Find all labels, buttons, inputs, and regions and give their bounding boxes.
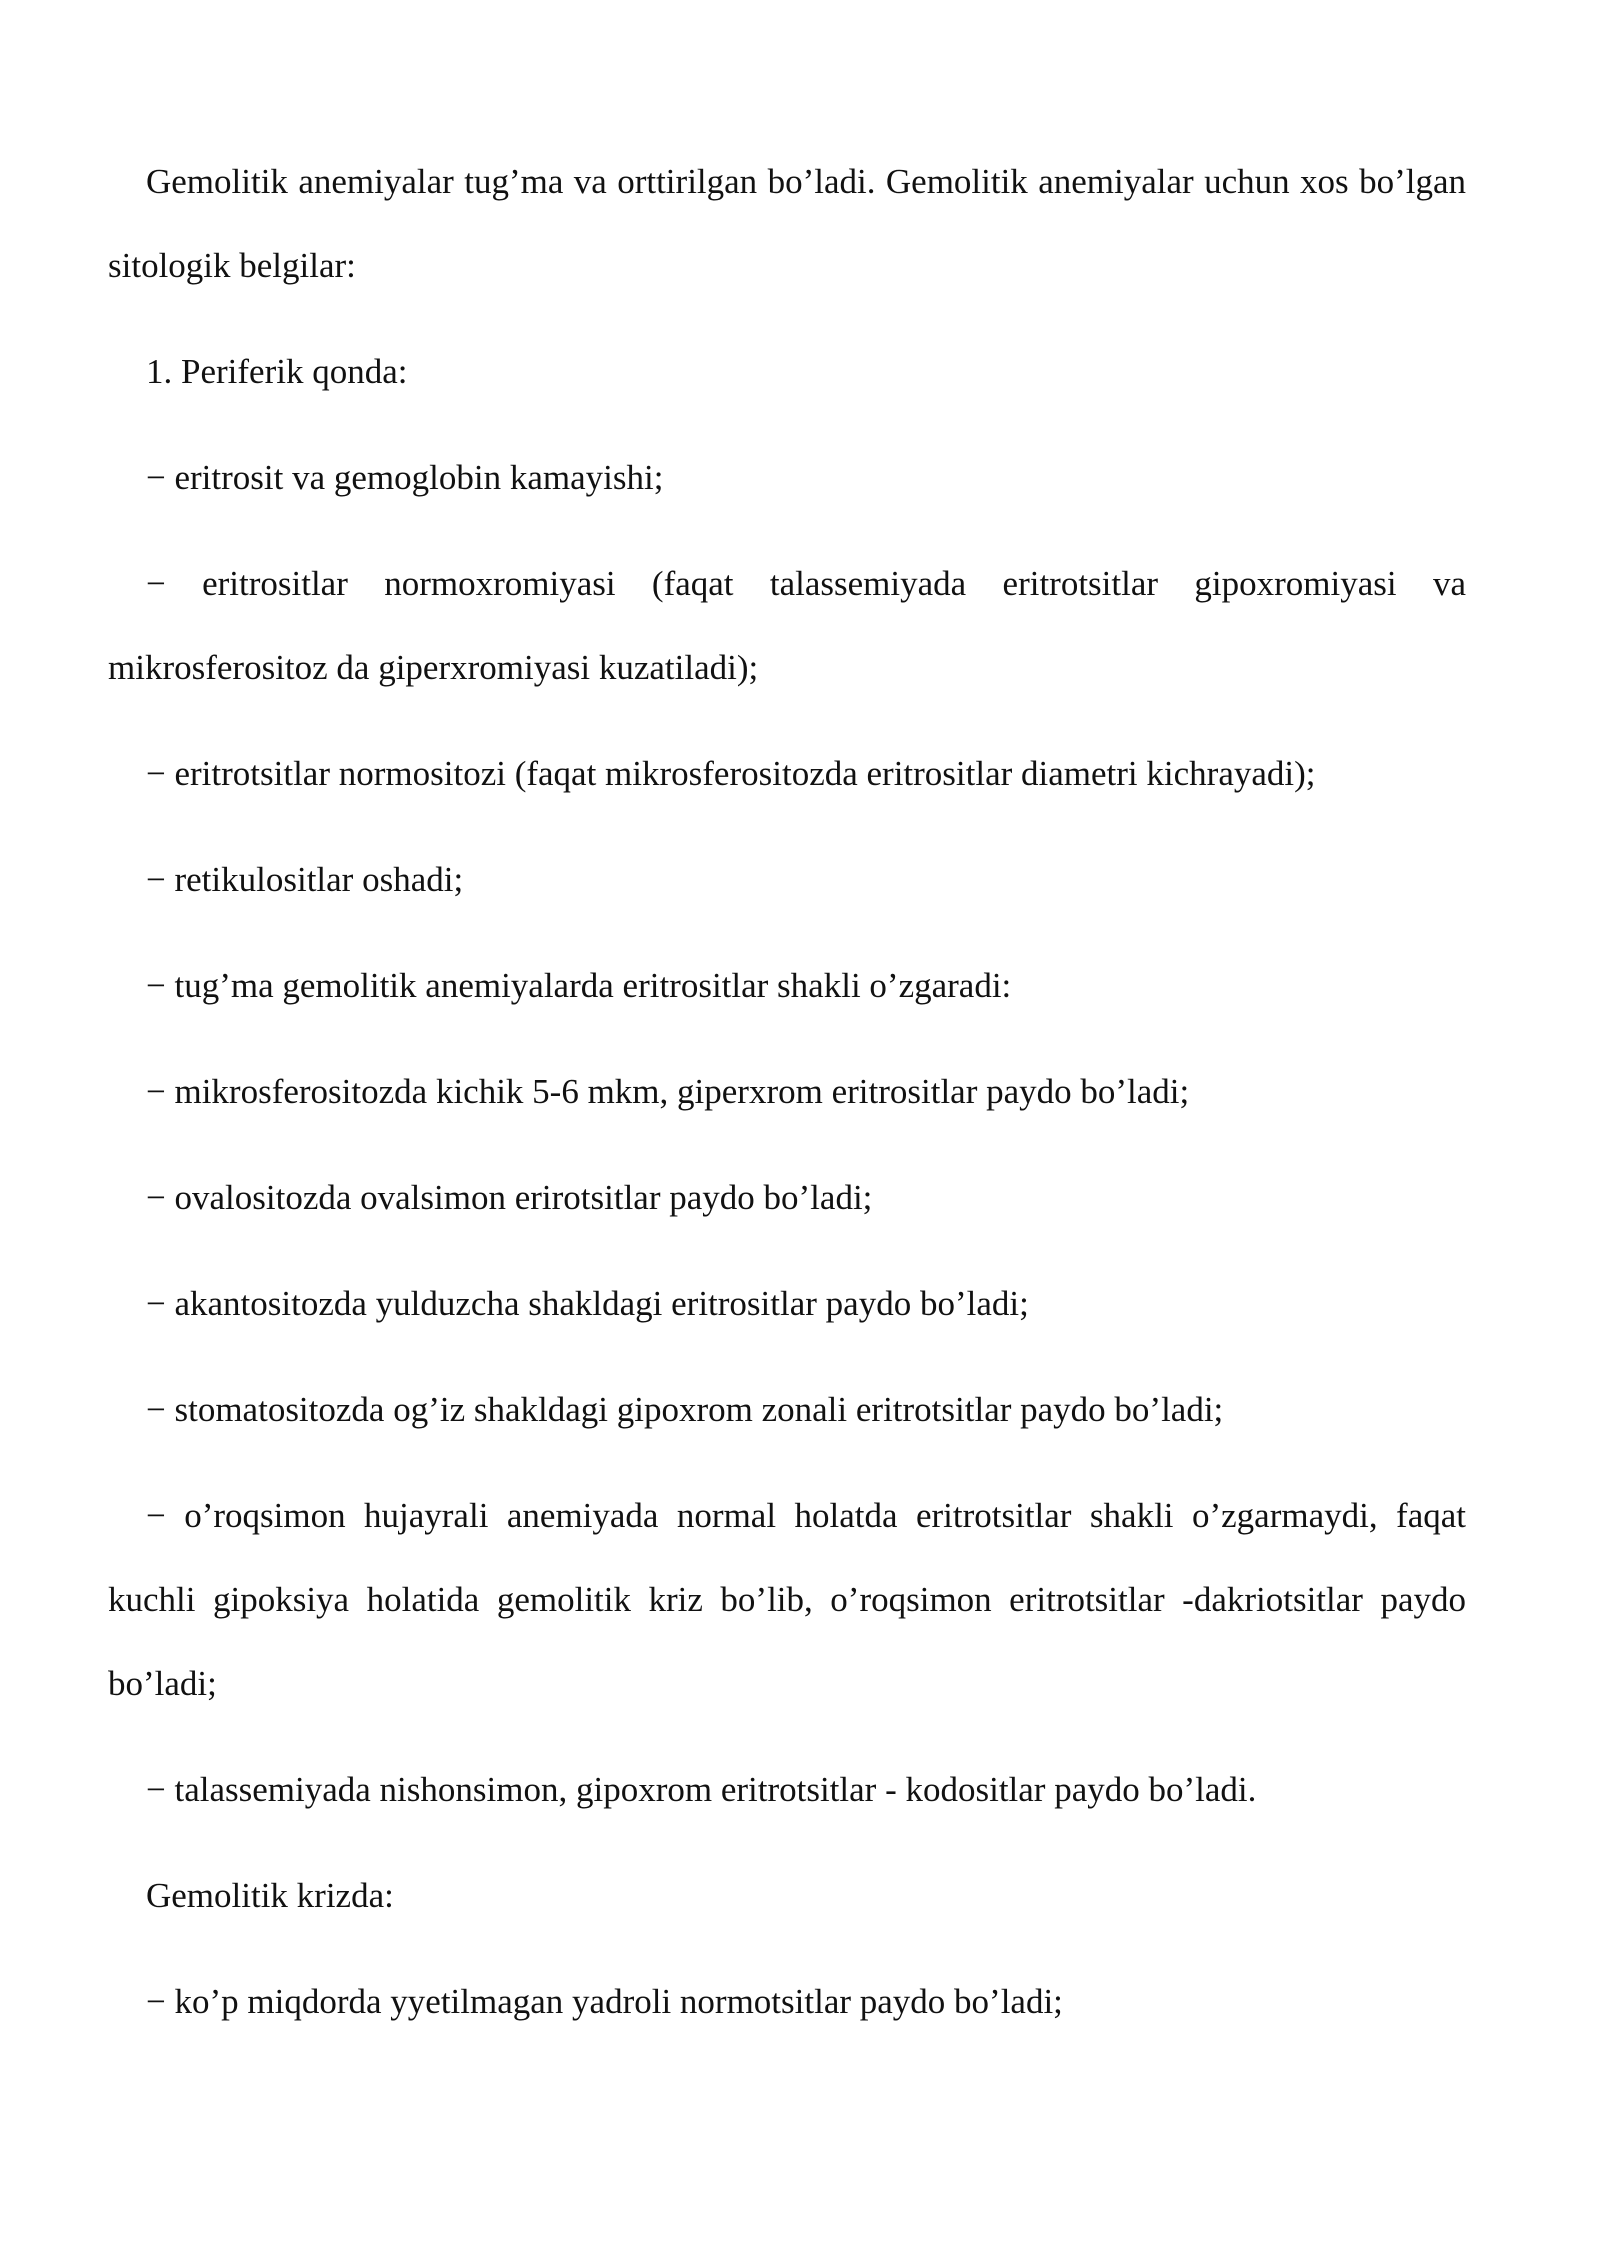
paragraph-intro: Gemolitik anemiyalar tug’ma va orttirilgan bo’ladi. Gemolitik anemiyalar uchun xos bo’lgan sitologik belgilar:	[108, 162, 1466, 285]
list-item: − tug’ma gemolitik anemiyalarda eritrositlar shakli o’zgaradi:	[146, 966, 1012, 1005]
paragraph-hemolytic-crisis: Gemolitik krizda:	[146, 1876, 394, 1915]
list-item: − ovalositozda ovalsimon erirotsitlar paydo bo’ladi;	[146, 1178, 873, 1217]
list-item: − mikrosferositozda kichik 5-6 mkm, giperxrom eritrositlar paydo bo’ladi;	[146, 1072, 1190, 1111]
list-item: − retikulositlar oshadi;	[146, 860, 464, 899]
list-item: − eritrosit va gemoglobin kamayishi;	[146, 458, 664, 497]
list-item: − eritrositlar normoxromiyasi (faqat talassemiyada eritrotsitlar gipoxromiyasi va mikrosferositoz da giperxromiyasi kuzatiladi);	[108, 564, 1466, 687]
paragraph-peripheral-blood: 1. Periferik qonda:	[146, 352, 408, 391]
document-page	[108, 140, 1466, 2066]
list-item: − stomatositozda og’iz shakldagi gipoxrom zonali eritrotsitlar paydo bo’ladi;	[146, 1390, 1224, 1429]
list-item: − akantositozda yulduzcha shakldagi eritrositlar paydo bo’ladi;	[146, 1284, 1029, 1323]
list-item: − ko’p miqdorda yyetilmagan yadroli normotsitlar paydo bo’ladi;	[146, 1982, 1063, 2021]
list-item: − o’roqsimon hujayrali anemiyada normal holatda eritrotsitlar shakli o’zgarmaydi, faqat kuchli gipoksiya holatida gemolitik kriz bo’lib, o’roqsimon eritrotsitlar -dakriotsitlar paydo bo’ladi;	[108, 1496, 1466, 1703]
list-item: − eritrotsitlar normositozi (faqat mikrosferositozda eritrositlar diametri kichrayadi);	[146, 754, 1316, 793]
list-item: − talassemiyada nishonsimon, gipoxrom eritrotsitlar - kodositlar paydo bo’ladi.	[146, 1770, 1257, 1809]
